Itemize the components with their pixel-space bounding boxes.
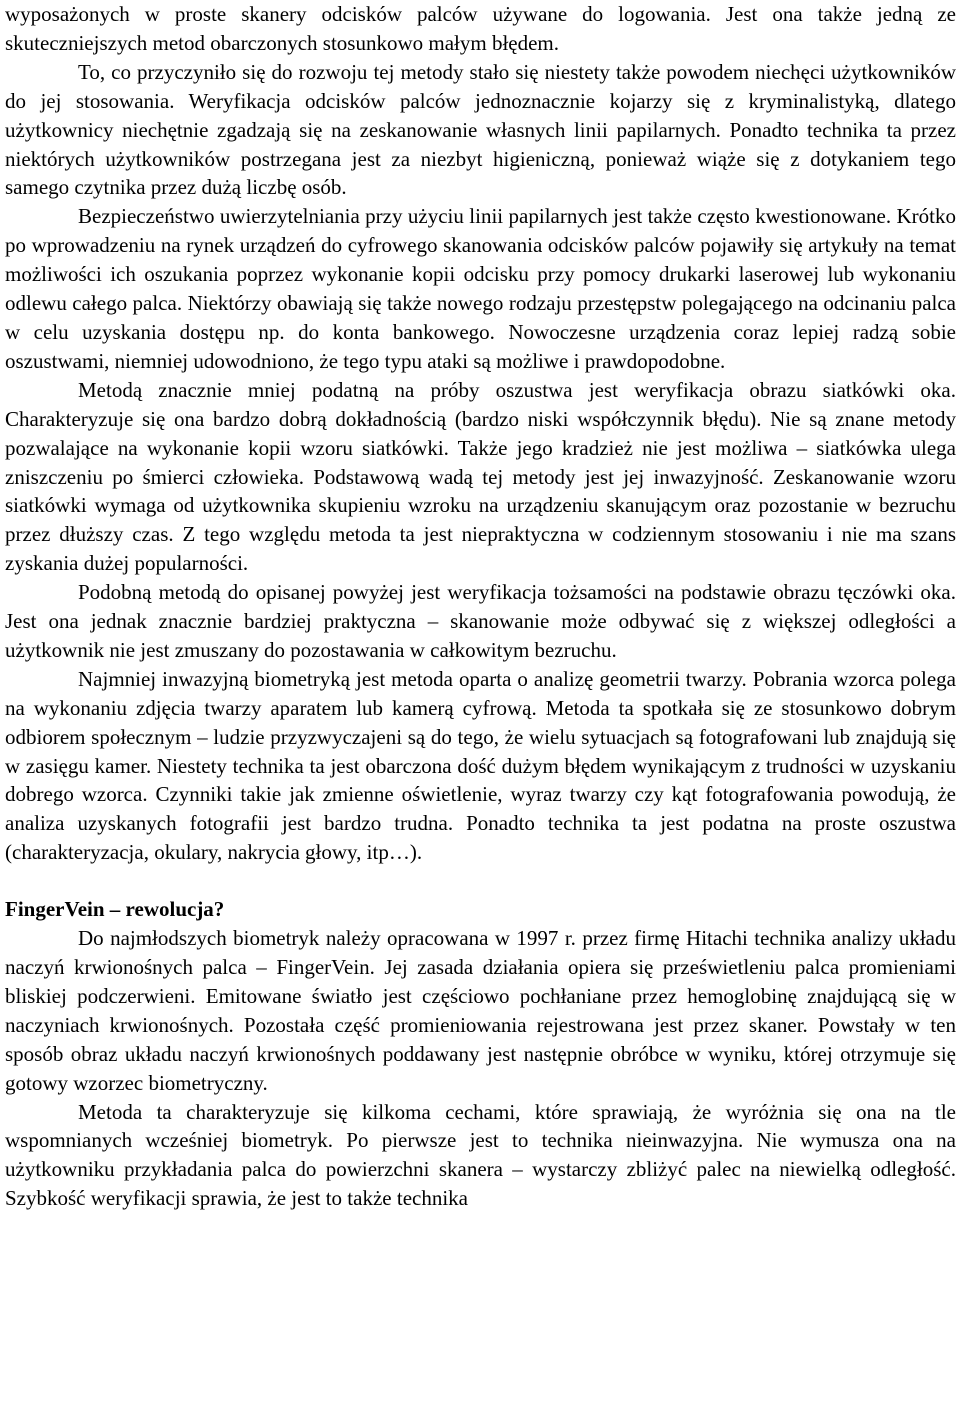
paragraph-iris: Podobną metodą do opisanej powyżej jest weryfikacja tożsamości na podstawie obrazu tęczówki oka. Jest ona jednak znacznie bardziej praktyczna – skanowanie może odbywać się z większej odległości a użytkownik nie jest zmuszany do pozostawania w całkowitym bezruchu. [5,580,956,662]
paragraph-fingerprint-intro-continued: wyposażonych w proste skanery odcisków palców używane do logowania. Jest ona także jedną ze skuteczniejszych metod obarczonych stosunkowo małym błędem. [5,2,956,55]
section-heading: FingerVein – rewolucja? [5,897,225,922]
paragraph-fingerprint-security: Bezpieczeństwo uwierzytelniania przy użyciu linii papilarnych jest także często kwestionowane. Krótko po wprowadzeniu na rynek urządzeń do cyfrowego skanowania odcisków palców pojawiły się artykuły na temat możliwości ich oszukania poprzez wykonanie kopii odcisku przy pomocy drukarki laserowej lub wykonaniu odlewu całego palca. Niektórzy obawiają się także nowego rodzaju przestępstw polegającego na odcinaniu palca w celu uzyskania dostępu np. do konta bankowego. Nowoczesne urządzenia coraz lepiej radzą sobie oszustwami, niemniej udowodniono, że tego typu ataki są możliwe i prawdopodobne. [5,204,956,373]
paragraph-fingervein-features: Metoda ta charakteryzuje się kilkoma cechami, które sprawiają, że wyróżnia się ona na tle wspomnianych wcześniej biometryk. Po pierwsze jest to technika nieinwazyjna. Nie wymusza ona na użytkowniku przykładania palca do powierzchni skanera – wystarczy zbliżyć palec na niewielką odległość. Szybkość weryfikacji sprawia, że jest to także technika [5,1099,956,1211]
paragraph-fingerprint-drawbacks: To, co przyczyniło się do rozwoju tej metody stało się niestety także powodem niechęci użytkowników do jej stosowania. Weryfikacja odcisków palców jednoznacznie kojarzy się z kryminalistyką, dlatego użytkownicy niechętnie zgadzają się na zeskanowanie własnych linii papilarnych. Ponadto technika ta przez niektórych użytkowników postrzegana jest za niezbyt higieniczną, ponieważ wiąże się z dotykaniem tego samego czytnika przez dużą liczbę osób. [5,59,956,200]
paragraph-face-geometry: Najmniej inwazyjną biometryką jest metoda oparta o analizę geometrii twarzy. Pobrania wzorca polega na wykonaniu zdjęcia twarzy aparatem lub kamerą cyfrową. Metoda ta spotkała się ze stosunkowo dobrym odbiorem społecznym – ludzie przyzwyczajeni są do tego, że wielu sytuacjach są fotografowani lub znajdują się w zasięgu kamer. Niestety technika ta jest obarczona dość dużym błędem wynikającym z trudności w uzyskaniu dobrego wzorca. Czynniki takie jak zmienne oświetlenie, wyraz twarzy czy kąt fotografowania powodują, że analiza uzyskanych fotografii jest bardzo trudna. Ponadto technika ta jest podatna na proste oszustwa (charakteryzacja, okulary, nakrycia głowy, itp…). [5,666,956,865]
paragraph-retina: Metodą znacznie mniej podatną na próby oszustwa jest weryfikacja obrazu siatkówki oka. Charakteryzuje się ona bardzo dobrą dokładnością (bardzo niski współczynnik błędu). Nie są znane metody pozwalające na wykonanie kopii wzoru siatkówki. Także jego kradzież nie jest możliwa – siatkówka ulega zniszczeniu po śmierci człowieka. Podstawową wadą tej metody jest jej inwazyjność. Zeskanowanie wzoru siatkówki wymaga od użytkownika skupieniu wzroku na urządzeniu skanującym oraz pozostanie w bezruchu przez dłuższy czas. Z tego względu metoda ta jest niepraktyczna w codziennym stosowaniu i nie ma szans zyskania dużej popularności. [5,377,956,576]
paragraph-fingervein-intro: Do najmłodszych biometryk należy opracowana w 1997 r. przez firmę Hitachi technika analizy układu naczyń krwionośnych palca – FingerVein. Jej zasada działania opiera się prześwietleniu palca promieniami bliskiej podczerwieni. Emitowane światło jest częściowo pochłaniane przez hemoglobinę znajdującą się w naczyniach krwionośnych. Pozostała część promieniowania rejestrowana jest przez skaner. Powstały w ten sposób obraz układu naczyń krwionośnych poddawany jest następnie obróbce w wyniku, której otrzymuje się gotowy wzorzec biometryczny. [5,926,956,1095]
